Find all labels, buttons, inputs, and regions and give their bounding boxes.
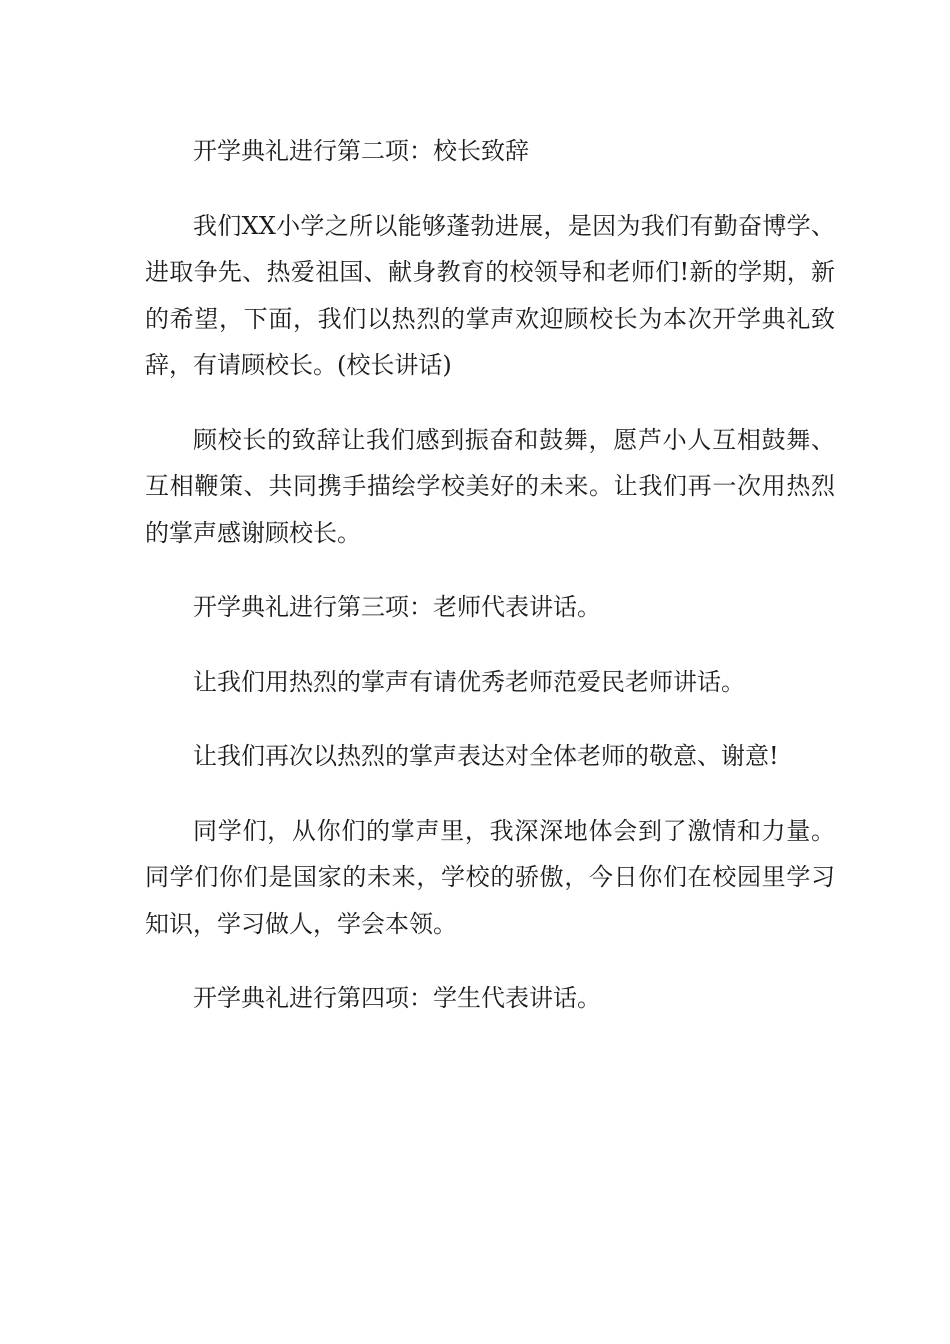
paragraph-principal-thanks: 顾校长的致辞让我们感到振奋和鼓舞，愿芦小人互相鼓舞、互相鞭策、共同携手描绘学校美好的未来。让我们再一次用热烈的掌声感谢顾校长。 [145,425,835,547]
paragraph-item-fourth-agenda: 开学典礼进行第四项：学生代表讲话。 [193,984,601,1012]
document-body [145,128,835,1050]
paragraph-item-third-agenda: 开学典礼进行第三项：老师代表讲话。 [193,593,601,621]
paragraph-item-second-agenda: 开学典礼进行第二项：校长致辞 [193,137,529,165]
paragraph-principal-intro: 我们XX小学之所以能够蓬勃进展，是因为我们有勤奋博学、进取争先、热爱祖国、献身教育的校领导和老师们!新的学期，新的希望，下面，我们以热烈的掌声欢迎顾校长为本次开学典礼致辞，有请顾校长。(校长讲话) [145,211,835,379]
paragraph-students-address: 同学们，从你们的掌声里，我深深地体会到了激情和力量。同学们你们是国家的未来，学校的骄傲，今日你们在校园里学习知识，学习做人，学会本领。 [145,816,835,938]
paragraph-teacher-invite: 让我们用热烈的掌声有请优秀老师范爱民老师讲话。 [193,667,745,696]
paragraph-teacher-thanks: 让我们再次以热烈的掌声表达对全体老师的敬意、谢意! [193,742,779,770]
